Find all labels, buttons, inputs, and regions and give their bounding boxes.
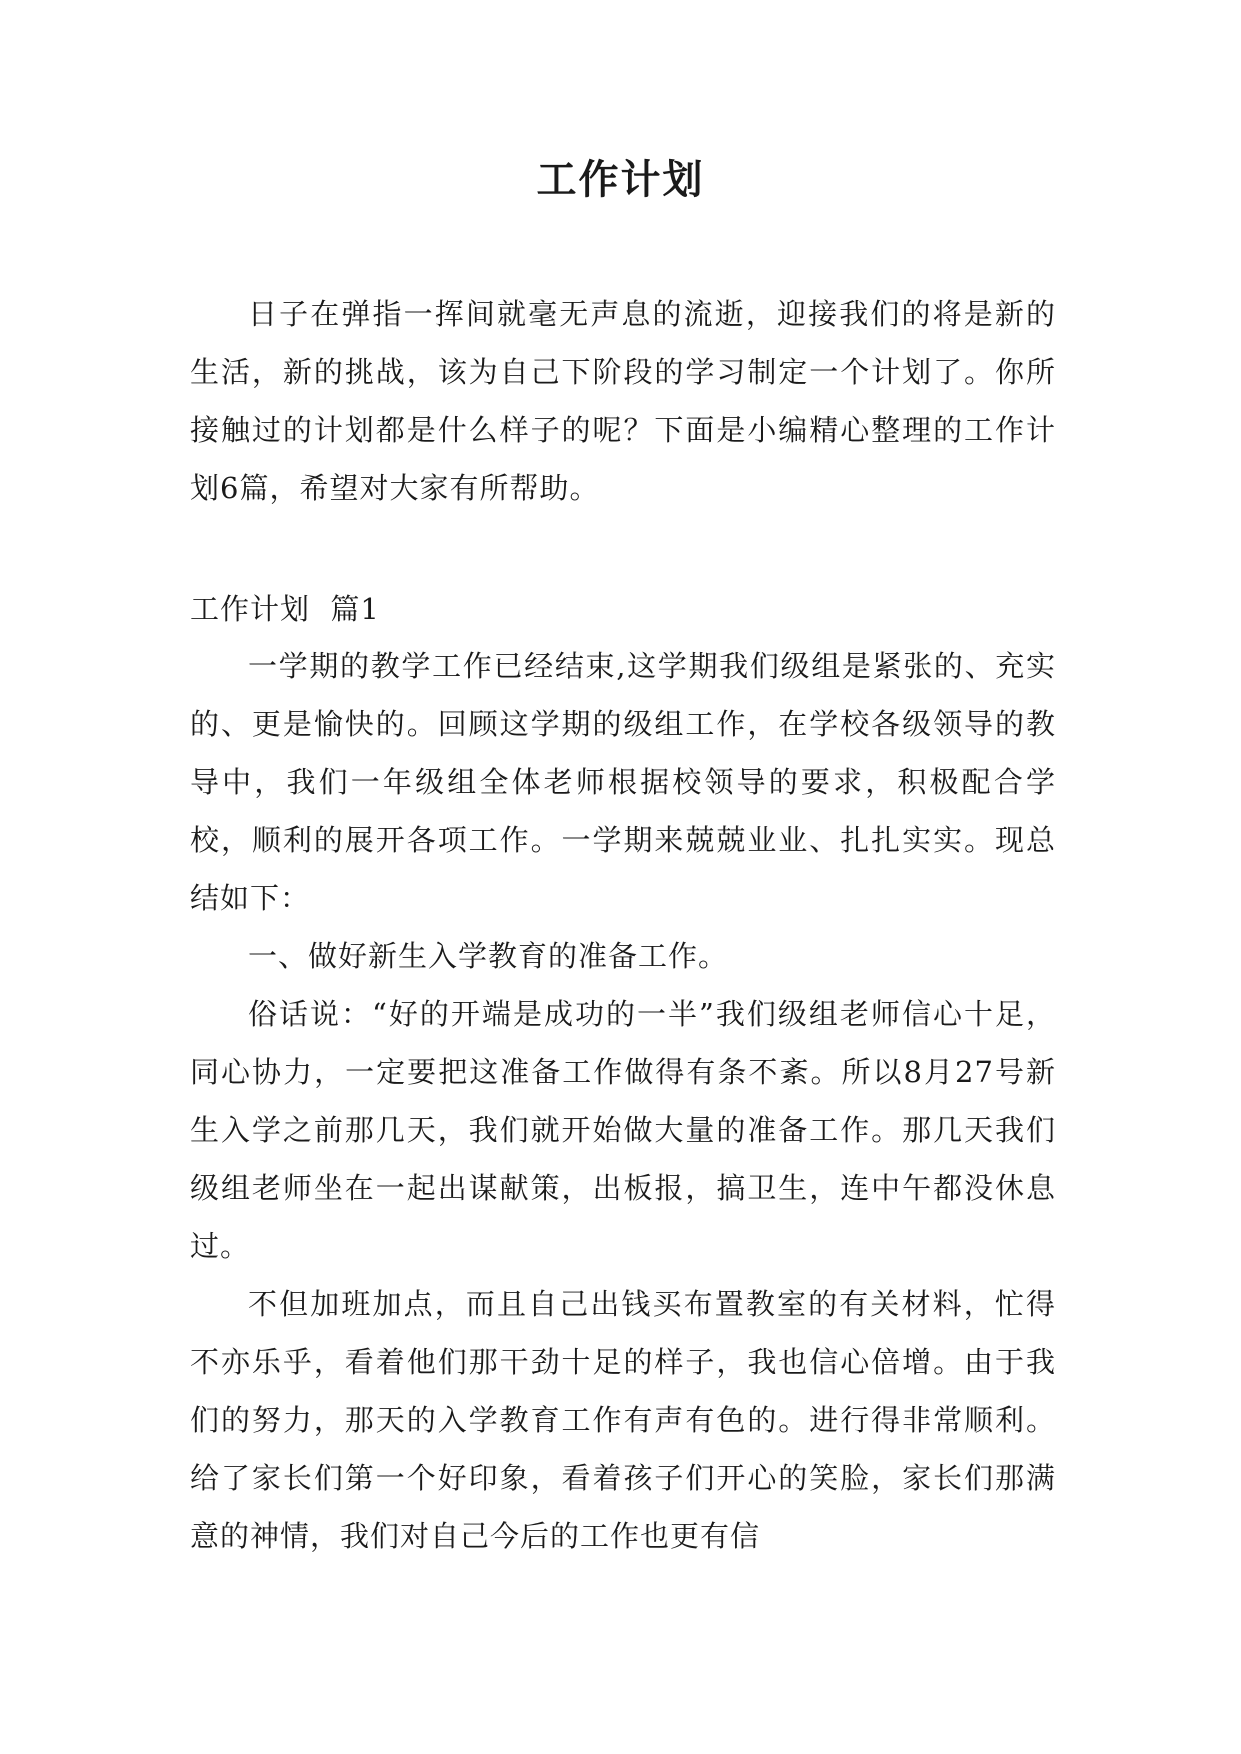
section-heading: 工作计划 篇1	[190, 592, 380, 626]
body-paragraph: 一、做好新生入学教育的准备工作。	[248, 939, 729, 973]
body-paragraph: 不但加班加点，而且自己出钱买布置教室的有关材料，忙得不亦乐乎，看着他们那干劲十足的样子，我也信心倍增。由于我们的努力，那天的入学教育工作有声有色的。进行得非常顺利。给了家长们第一个好印象，看着孩子们开心的笑脸，家长们那满意的神情，我们对自己今后的工作也更有信	[190, 1287, 1056, 1553]
document-title: 工作计划	[536, 156, 705, 203]
intro-paragraph: 日子在弹指一挥间就毫无声息的流逝，迎接我们的将是新的生活，新的挑战，该为自己下阶段的学习制定一个计划了。你所接触过的计划都是什么样子的呢？下面是小编精心整理的工作计划6篇，希望对大家有所帮助。	[190, 297, 1056, 505]
body-paragraph: 俗话说：“好的开端是成功的一半”我们级组老师信心十足，同心协力，一定要把这准备工作做得有条不紊。所以8月27号新生入学之前那几天，我们就开始做大量的准备工作。那几天我们级组老师坐在一起出谋献策，出板报，搞卫生，连中午都没休息过。	[190, 997, 1056, 1263]
body-paragraph: 一学期的教学工作已经结束,这学期我们级组是紧张的、充实的、更是愉快的。回顾这学期的级组工作，在学校各级领导的教导中，我们一年级组全体老师根据校领导的要求，积极配合学校，顺利的展开各项工作。一学期来兢兢业业、扎扎实实。现总结如下：	[190, 649, 1056, 915]
